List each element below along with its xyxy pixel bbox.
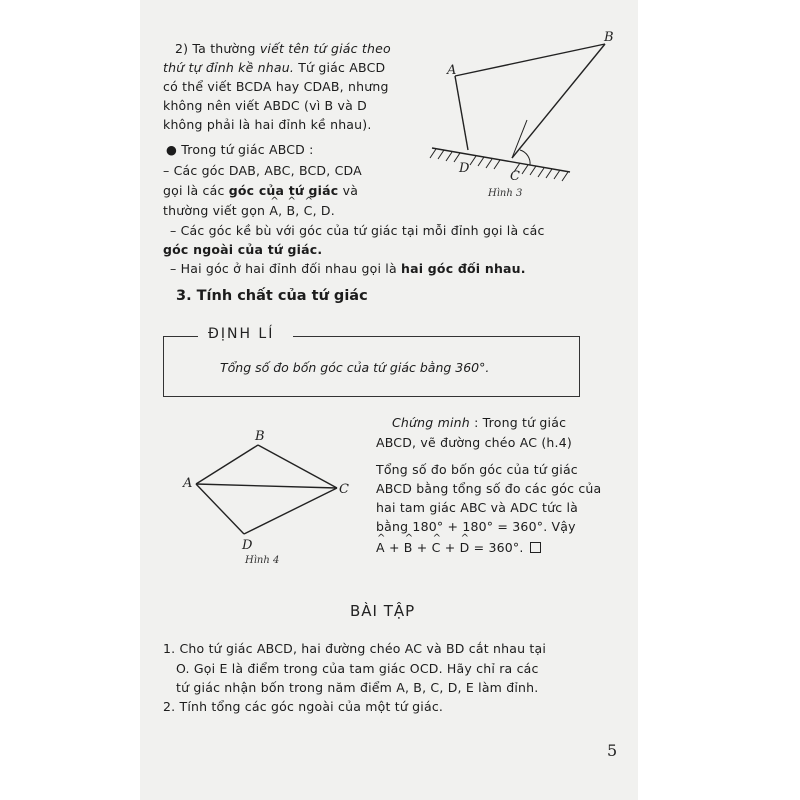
theorem-label: ĐỊNH LÍ	[208, 326, 275, 342]
fig4-edge-cd	[244, 488, 337, 534]
section2-line-5: không phải là hai đỉnh kề nhau).	[163, 117, 372, 132]
fig4-diagonal-ac	[196, 484, 337, 488]
section2-line-4: không nên viết ABDC (vì B và D	[163, 98, 367, 113]
fig4-label-a: A	[183, 476, 193, 491]
opposite-line: – Hai góc ở hai đỉnh đối nhau gọi là hai góc đối nhau.	[170, 261, 526, 276]
fig3-label-c: C	[510, 169, 520, 184]
fig4-label-d: D	[242, 538, 253, 553]
fig4-label-b: B	[255, 429, 265, 444]
fig4-edge-bc	[258, 445, 337, 488]
fig3-caption: Hình 3	[488, 188, 523, 199]
fig4-edge-ab	[196, 445, 258, 484]
section2-line-2: thứ tự đỉnh kề nhau. Tứ giác ABCD	[163, 60, 386, 75]
proof-line-1: Chứng minh : Trong tứ giác	[392, 415, 567, 430]
section3-heading: 3. Tính chất của tứ giác	[176, 288, 368, 304]
proof-line-7: ^ A + ^ B + ^ C + ^ D = 360°.	[376, 539, 541, 558]
fig4-label-c: C	[339, 482, 349, 497]
angles-line-1: – Các góc DAB, ABC, BCD, CDA	[163, 163, 362, 178]
fig3-label-d: D	[459, 161, 470, 176]
angles-line-2: gọi là các góc của tứ giác và	[163, 183, 359, 198]
proof-line-6: bằng 180° + 180° = 360°. Vậy	[376, 519, 576, 534]
exercises-title: BÀI TẬP	[350, 602, 416, 620]
bullet-icon: ●	[166, 142, 178, 157]
exterior-line-2: góc ngoài của tứ giác.	[163, 242, 323, 257]
exercise-1-line-3: tứ giác nhận bốn trong năm điểm A, B, C, D, E làm đỉnh.	[176, 680, 539, 695]
section2-line-3: có thể viết BCDA hay CDAB, nhưng	[163, 79, 389, 94]
exercise-2: 2. Tính tổng các góc ngoài của một tứ giác.	[163, 699, 444, 714]
page-number: 5	[607, 741, 618, 760]
proof-line-2: ABCD, vẽ đường chéo AC (h.4)	[376, 435, 572, 450]
bullet-intro: ● Trong tứ giác ABCD :	[166, 142, 314, 157]
fig3-label-b: B	[604, 30, 614, 45]
exercise-1-line-2: O. Gọi E là điểm trong của tam giác OCD. Hãy chỉ ra các	[176, 661, 539, 676]
theorem-text: Tổng số đo bốn góc của tứ giác bằng 360°.	[220, 360, 490, 375]
fig4-edge-da	[196, 484, 244, 534]
angles-line-3: thường viết gọn ^ A, ^ B, ^ C, D.	[163, 202, 335, 221]
proof-line-5: hai tam giác ABC và ADC tức là	[376, 500, 578, 515]
exercise-1-line-1: 1. Cho tứ giác ABCD, hai đường chéo AC và BD cắt nhau tại	[163, 641, 547, 656]
proof-line-4: ABCD bằng tổng số đo các góc của	[376, 481, 602, 496]
fig4-caption: Hình 4	[245, 555, 280, 566]
exterior-line-1: – Các góc kề bù với góc của tứ giác tại mỗi đỉnh gọi là các	[170, 223, 545, 238]
fig3-label-a: A	[447, 63, 457, 78]
section2-line-1: 2) Ta thường viết tên tứ giác theo	[175, 41, 391, 56]
proof-line-3: Tổng số đo bốn góc của tứ giác	[376, 462, 578, 477]
